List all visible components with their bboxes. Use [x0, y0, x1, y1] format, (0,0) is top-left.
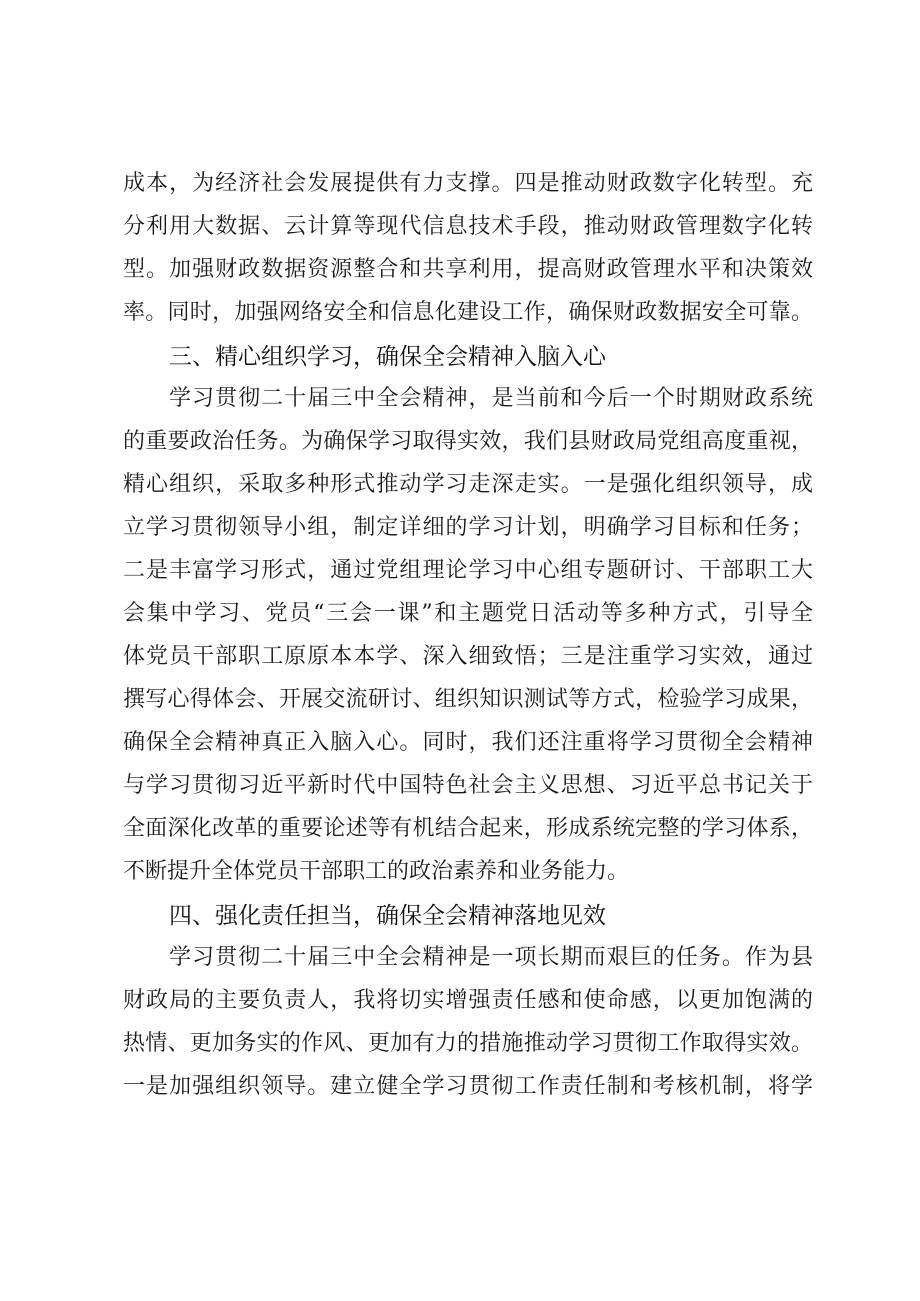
paragraph-2-line-6: 会集中学习、党员“三会一课”和主题党日活动等多种方式，引导全: [123, 601, 813, 626]
paragraph-3-line-2: 财政局的主要负责人，我将切实增强责任感和使命感，以更加饱满的: [123, 988, 813, 1013]
paragraph-2-line-4: 立学习贯彻领导小组，制定详细的学习计划，明确学习目标和任务；: [123, 515, 813, 540]
paragraph-2-line-8: 撰写心得体会、开展交流研讨、组织知识测试等方式，检验学习成果，: [123, 687, 813, 712]
paragraph-2-line-2: 的重要政治任务。为确保学习取得实效，我们县财政局党组高度重视，: [123, 429, 813, 454]
paragraph-1-line-2: 分利用大数据、云计算等现代信息技术手段，推动财政管理数字化转: [123, 214, 813, 239]
paragraph-2-line-11: 全面深化改革的重要论述等有机结合起来，形成系统完整的学习体系，: [123, 816, 813, 841]
section-heading-4: 四、强化责任担当，确保全会精神落地见效: [169, 903, 606, 929]
paragraph-2-line-7: 体党员干部职工原原本本学、深入细致悟；三是注重学习实效，通过: [123, 644, 813, 669]
paragraph-3-line-1: 学习贯彻二十届三中全会精神是一项长期而艰巨的任务。作为县: [169, 945, 813, 970]
paragraph-2-line-1: 学习贯彻二十届三中全会精神，是当前和今后一个时期财政系统: [169, 386, 813, 411]
paragraph-2-line-10: 与学习贯彻习近平新时代中国特色社会主义思想、习近平总书记关于: [123, 773, 813, 798]
paragraph-3-line-4: 一是加强组织领导。建立健全学习贯彻工作责任制和考核机制，将学: [123, 1074, 813, 1099]
paragraph-3-line-3: 热情、更加务实的作风、更加有力的措施推动学习贯彻工作取得实效。: [123, 1031, 813, 1056]
paragraph-2-line-9: 确保全会精神真正入脑入心。同时，我们还注重将学习贯彻全会精神: [123, 730, 813, 755]
paragraph-1-line-1: 成本，为经济社会发展提供有力支撑。四是推动财政数字化转型。充: [123, 171, 813, 196]
paragraph-2-line-5: 二是丰富学习形式，通过党组理论学习中心组专题研讨、干部职工大: [123, 558, 813, 583]
section-heading-3: 三、精心组织学习，确保全会精神入脑入心: [169, 344, 606, 370]
paragraph-2-line-3: 精心组织，采取多种形式推动学习走深走实。一是强化组织领导，成: [123, 472, 813, 497]
paragraph-1-line-3: 型。加强财政数据资源整合和共享利用，提高财政管理水平和决策效: [123, 257, 813, 282]
paragraph-1-line-4: 率。同时，加强网络安全和信息化建设工作，确保财政数据安全可靠。: [123, 300, 813, 325]
paragraph-2-line-12: 不断提升全体党员干部职工的政治素养和业务能力。: [123, 859, 630, 884]
